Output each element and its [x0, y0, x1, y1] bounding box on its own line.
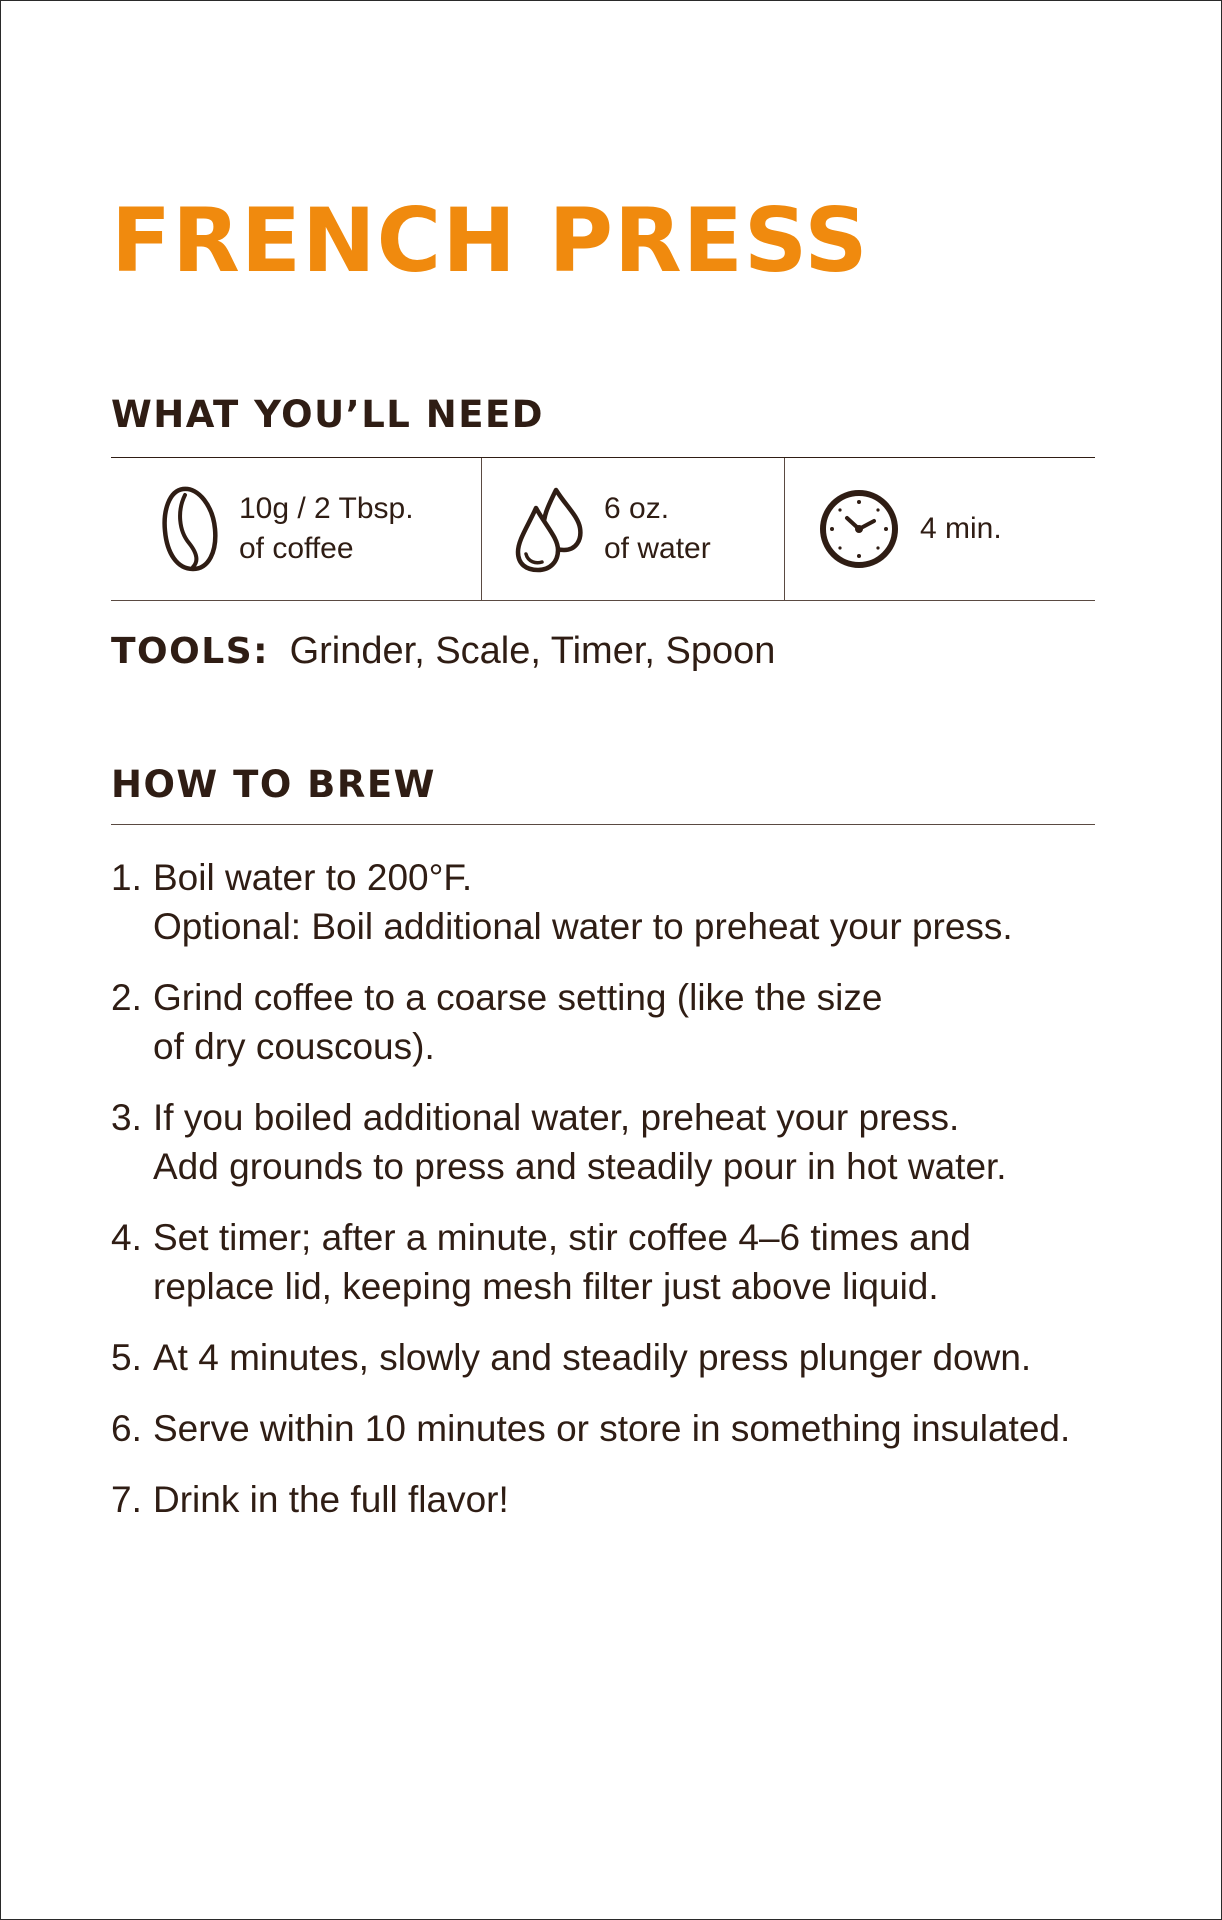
step-line: Drink in the full flavor!	[153, 1479, 509, 1520]
step-number: 2.	[111, 977, 142, 1018]
step-number: 4.	[111, 1217, 142, 1258]
coffee-bean-icon	[159, 483, 221, 575]
step-7	[111, 1475, 1211, 1524]
need-coffee	[111, 458, 482, 600]
step-text	[153, 1333, 1031, 1382]
step-number: 1.	[111, 857, 142, 898]
step-line: Grind coffee to a coarse setting (like the size	[153, 977, 883, 1018]
step-number: 7.	[111, 1479, 142, 1520]
needs-bottom-divider	[111, 600, 1095, 601]
step-5	[111, 1333, 1211, 1382]
step-number: 5.	[111, 1337, 142, 1378]
step-3	[111, 1093, 1211, 1191]
needs-heading: WHAT YOU’LL NEED	[111, 393, 544, 436]
step-line: of dry couscous).	[153, 1026, 435, 1067]
brew-steps	[111, 853, 1211, 1546]
step-text	[153, 1404, 1070, 1453]
step-text	[153, 1093, 1007, 1191]
step-line: Set timer; after a minute, stir coffee 4–6 times and	[153, 1217, 971, 1258]
step-6	[111, 1404, 1211, 1453]
tools-value: Grinder, Scale, Timer, Spoon	[289, 630, 776, 672]
step-line: At 4 minutes, slowly and steadily press plunger down.	[153, 1337, 1032, 1378]
need-coffee-label: of coffee	[239, 532, 354, 565]
clock-icon	[818, 488, 900, 570]
step-text	[153, 973, 882, 1071]
step-line: Serve within 10 minutes or store in something insulated.	[153, 1408, 1071, 1449]
need-water-text	[604, 489, 711, 569]
step-text	[153, 1475, 509, 1524]
step-number: 3.	[111, 1097, 142, 1138]
need-water	[482, 458, 785, 600]
step-line: If you boiled additional water, preheat your press.	[153, 1097, 960, 1138]
step-number: 6.	[111, 1408, 142, 1449]
brew-divider	[111, 824, 1095, 825]
needs-row	[111, 458, 1095, 600]
need-time-amount: 4 min.	[920, 512, 1002, 545]
step-line: replace lid, keeping mesh filter just above liquid.	[153, 1266, 939, 1307]
step-4	[111, 1213, 1211, 1311]
step-1	[111, 853, 1211, 951]
page-title: FRENCH PRESS	[111, 189, 869, 292]
tools-label: TOOLS:	[111, 631, 270, 672]
step-line: Optional: Boil additional water to preheat your press.	[153, 906, 1013, 947]
need-coffee-amount: 10g / 2 Tbsp.	[239, 492, 414, 525]
tools-line	[111, 627, 775, 676]
step-text	[153, 1213, 971, 1311]
step-line: Add grounds to press and steadily pour in hot water.	[153, 1146, 1007, 1187]
need-time	[785, 458, 1095, 600]
step-text	[153, 853, 1013, 951]
brew-heading: HOW TO BREW	[111, 763, 436, 806]
need-water-label: of water	[604, 532, 711, 565]
step-2	[111, 973, 1211, 1071]
need-time-text	[920, 509, 1002, 549]
step-line: Boil water to 200°F.	[153, 857, 473, 898]
water-drops-icon	[512, 484, 584, 574]
need-coffee-text	[239, 489, 414, 569]
need-water-amount: 6 oz.	[604, 492, 670, 525]
